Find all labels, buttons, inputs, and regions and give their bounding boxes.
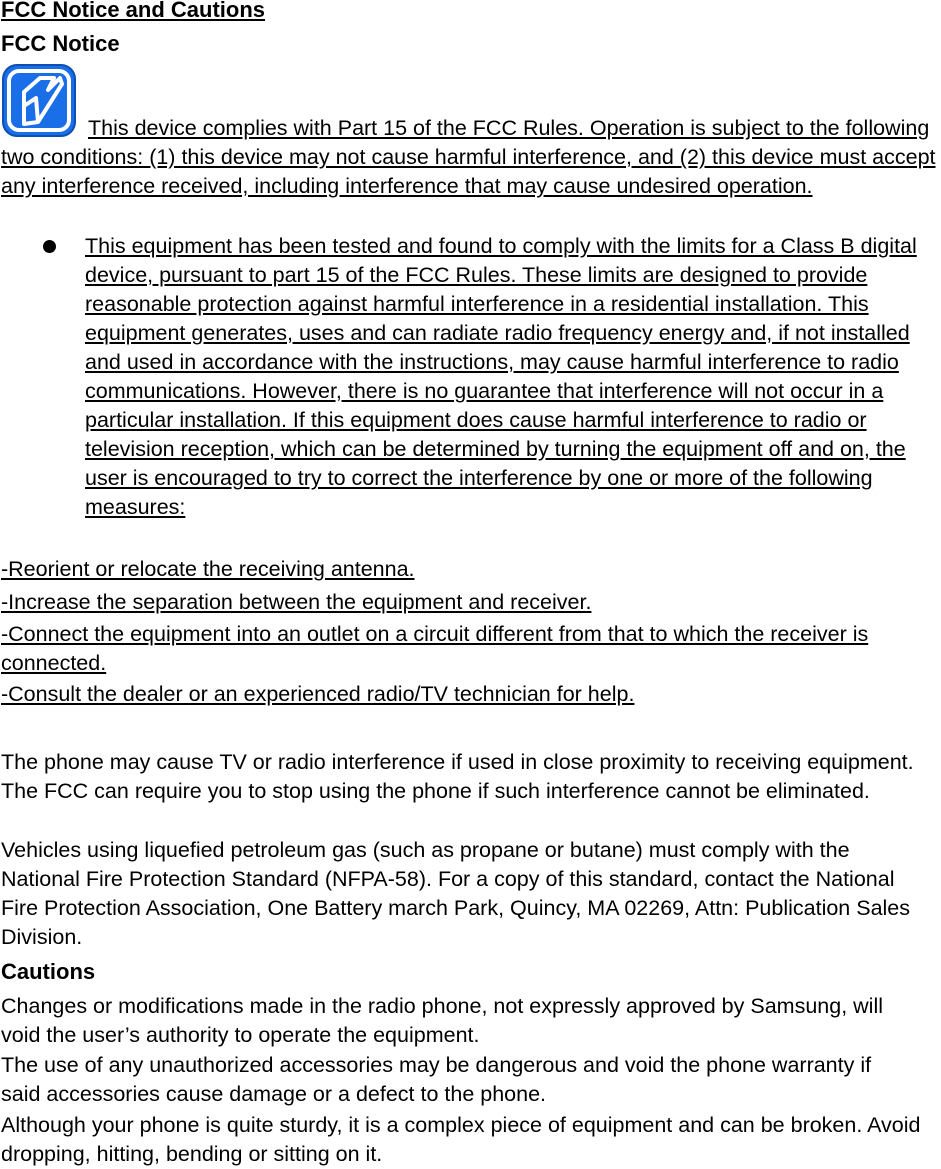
cautions-heading: Cautions — [1, 959, 96, 984]
page-title: FCC Notice and Cautions — [1, 0, 266, 22]
class-b-bullet-text: This equipment has been tested and found to comply with the limits for a Class B digital device, pursuant to part 15 of the FCC Rules. These limits are designed to provide reasonable protection against harmful interference in a residential installation. This equipment generates, uses and can radiate radio frequency energy and, if not installed and used in accordance with the instructions, may cause harmful interference to radio communications. However, there is no guarantee that interference will not occur in a particular installation. If this equipment does cause harmful interference to radio or television reception, which can be determined by turning the equipment off and on, the user is encouraged to try to correct the interference by one or more of the following measures: — [85, 234, 917, 519]
measure-item: -Connect the equipment into an outlet on a circuit different from that to which the receiver is connected. — [1, 622, 869, 675]
bullet-dot-icon — [43, 240, 56, 253]
intro-text: This device complies with Part 15 of the FCC Rules. Operation is subject to the following two conditions: (1) this device may not cause harmful interference, and (2) this device must accept any interference received, including interference that may cause undesired operation. — [1, 116, 936, 198]
fcc-compliance-intro — [1, 114, 939, 201]
measure-item: -Increase the separation between the equipment and receiver. — [1, 590, 592, 614]
measure-item: -Consult the dealer or an experienced radio/TV technician for help. — [1, 682, 635, 706]
fcc-notice-heading: FCC Notice — [1, 31, 120, 56]
caution-paragraph: Changes or modifications made in the radio phone, not expressly approved by Samsung, will void the user’s authority to operate the equipment. — [1, 994, 883, 1047]
measure-item: -Reorient or relocate the receiving antenna. — [1, 557, 415, 581]
caution-paragraph: The use of any unauthorized accessories may be dangerous and void the phone warranty if said accessories cause damage or a defect to the phone. — [1, 1053, 872, 1106]
lpg-vehicles-paragraph: Vehicles using liquefied petroleum gas (such as propane or butane) must comply with the National Fire Protection Standard (NFPA-58). For a copy of this standard, contact the National Fire Protection Association, One Battery march Park, Quincy, MA 02269, Attn: Publication Sales Division. — [1, 838, 911, 949]
tv-interference-paragraph: The phone may cause TV or radio interference if used in close proximity to receiving equipment. The FCC can require you to stop using the phone if such interference cannot be eliminated. — [1, 750, 914, 803]
caution-paragraph: Although your phone is quite sturdy, it is a complex piece of equipment and can be broken. Avoid dropping, hitting, bending or sitting on it. — [1, 1113, 921, 1166]
